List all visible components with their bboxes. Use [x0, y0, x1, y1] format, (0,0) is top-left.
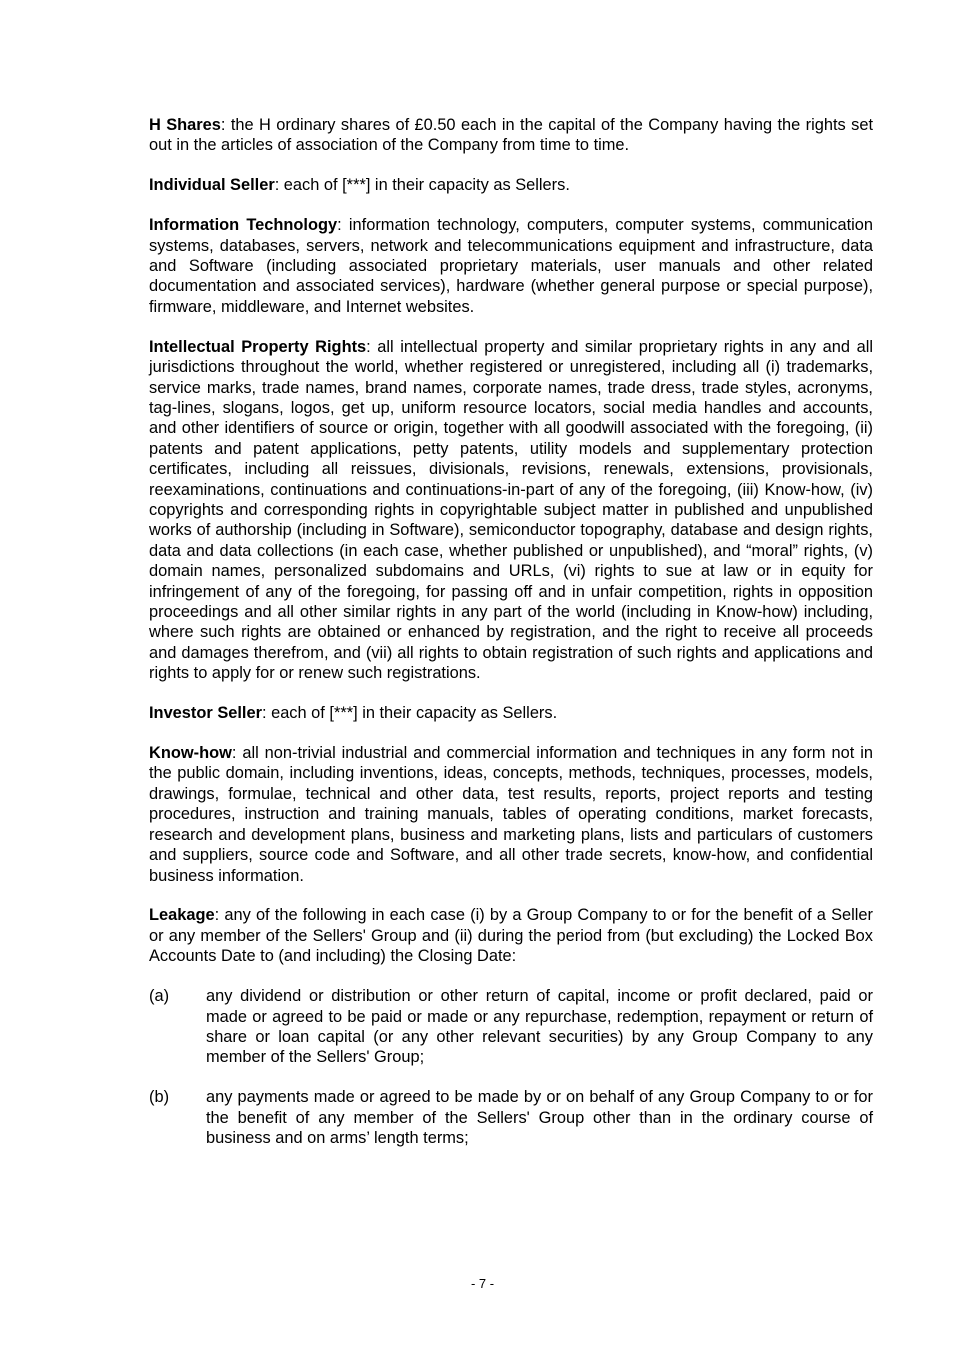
leakage-item-a [149, 986, 873, 1068]
definition-text: : all non-trivial industrial and commercial information and techniques in any form not in the public domain, including inventions, ideas, concepts, methods, techniques, processes, models, drawings, formulae, technical and other data, test results, reports, project reports and testing procedures, instruction and training manuals, tables of operating conditions, market forecasts, research and development plans, business and marketing plans, lists and particulars of customers and suppliers, source code and Software, and all other trade secrets, know-how, and confidential business information. [149, 744, 873, 885]
definition-text: : any of the following in each case (i) by a Group Company to or for the benefit of a Seller or any member of the Sellers' Group and (ii) during the period from (but excluding) the Locked Box Accounts Date to (and including) the Closing Date: [149, 906, 873, 966]
definition-leakage [149, 905, 873, 966]
definition-term: Information Technology [149, 216, 338, 235]
definition-term: Individual Seller [149, 176, 275, 195]
definition-know-how [149, 743, 873, 886]
definition-text: : the H ordinary shares of £0.50 each in the capital of the Company having the rights set out in the articles of association of the Company from time to time. [149, 116, 873, 155]
document-page [149, 115, 873, 1168]
definition-information-technology [149, 215, 873, 317]
definition-term: Leakage [149, 906, 215, 925]
definition-text: : information technology, computers, computer systems, communication systems, databases, servers, network and telecommunications equipment and infrastructure, data and Software (including associated proprietary materials, user manuals and other related documentation and associated services), hardware (whether general purpose or special purpose), firmware, middleware, and Internet websites. [149, 216, 874, 316]
definition-term: H Shares [149, 116, 221, 134]
definition-investor-seller [149, 703, 873, 723]
definition-text: : each of [***] in their capacity as Sellers. [261, 704, 558, 723]
definition-term: Intellectual Property Rights [149, 337, 367, 356]
definition-h-shares [149, 115, 873, 156]
definition-intellectual-property-rights [149, 337, 873, 684]
item-text: any payments made or agreed to be made by or on behalf of any Group Company to or for the benefit of any member of the Sellers' Group other than in the ordinary course of business and on arms’ length terms; [206, 1088, 873, 1148]
definition-individual-seller [149, 175, 873, 195]
definition-term: Know-how [149, 744, 232, 763]
item-label: (a) [149, 987, 170, 1006]
leakage-item-b [149, 1087, 873, 1148]
definition-term: Investor Seller [149, 704, 262, 723]
item-text: any dividend or distribution or other return of capital, income or profit declared, paid or made or agreed to be paid or made or any repurchase, redemption, repayment or return of share or loan capital (or any other relevant securities) by any Group Company to any member of the Sellers' Group; [206, 987, 873, 1067]
page-number: - 7 - [470, 1276, 495, 1291]
item-label: (b) [149, 1088, 170, 1107]
definition-text: : all intellectual property and similar proprietary rights in any and all jurisdictions throughout the world, whether registered or unregistered, including all (i) trademarks, service marks, trade names, brand names, corporate names, trade dress, trade styles, acronyms, tag-lines, slogans, logos, get up, uniform resource locators, social media handles and accounts, and other identifiers of source or origin, together with all goodwill associated with the foregoing, (ii) patents and patent applications, petty patents, utility models and supplementary protection certificates, including all reissues, divisionals, revisions, renewals, extensions, provisionals, reexaminations, continuations and continuations-in-part of any of the foregoing, (iii) Know-how, (iv) copyrights and corresponding rights in copyrightable subject matter in published and unpublished works of authorship (including in Software), semiconductor topography, database and design rights, data and data collections (in each case, whether published or unpublished), and “moral” rights, (v) domain names, personalized subdomains and URLs, (vi) rights to sue at law or in equity for infringement of any of the foregoing, for passing off and in unfair competition, rights in opposition proceedings and all other similar rights in any part of the world (including in Know-how) including, where such rights are obtained or enhanced by registration, and the right to receive all proceeds and damages therefrom, and (vii) all rights to obtain registration of such rights and applications and rights to apply for or renew such registrations. [149, 337, 873, 683]
definition-text: : each of [***] in their capacity as Sellers. [274, 176, 570, 195]
